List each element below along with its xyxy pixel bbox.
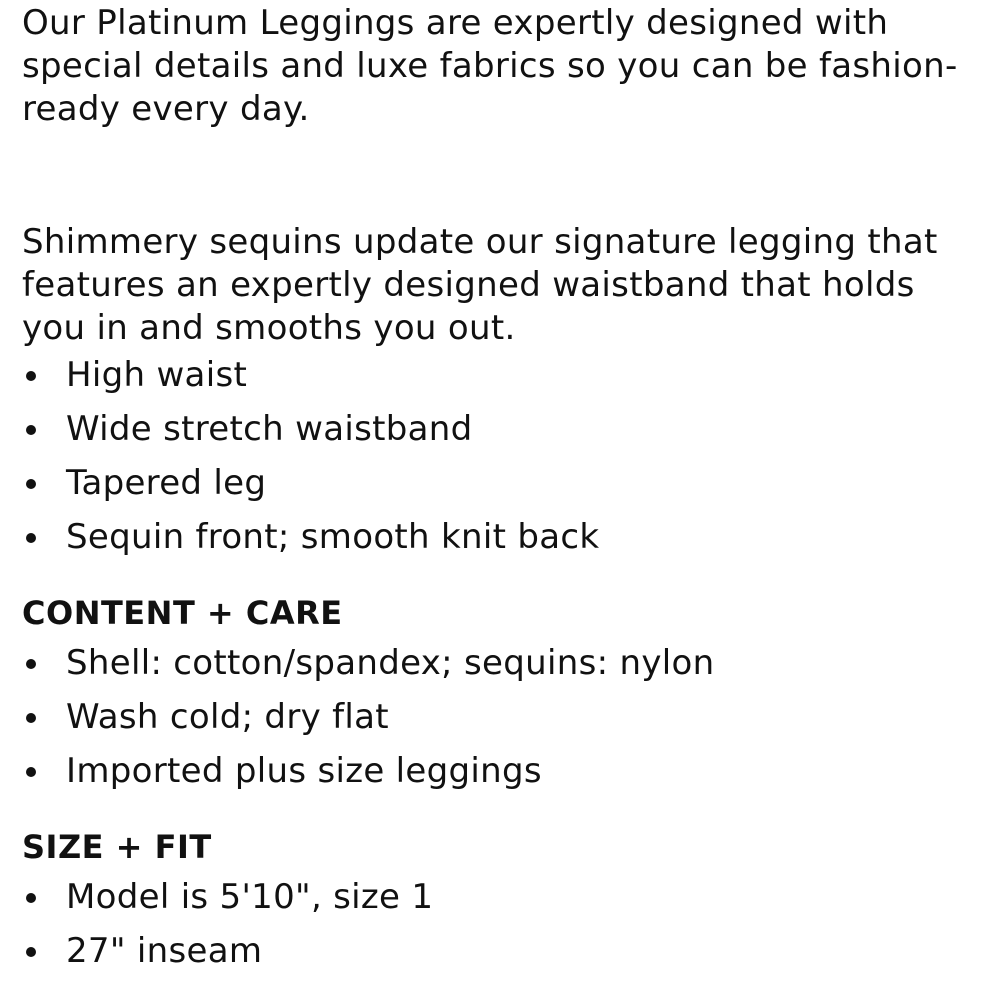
- list-item: [22, 636, 982, 690]
- list-item: [22, 456, 982, 510]
- list-item: [22, 348, 982, 402]
- list-item-text: Sequin front; smooth knit back: [66, 517, 600, 557]
- bullet-icon: [26, 947, 36, 957]
- description-paragraph-2: Shimmery sequins update our signature legging that features an expertly designed waistband that holds you in and smooths you out.: [22, 222, 938, 348]
- list-item: [22, 510, 982, 564]
- list-item: [22, 924, 982, 978]
- description-paragraph-1: Our Platinum Leggings are expertly designed with special details and luxe fabrics so you can be fashion-ready every day.: [22, 3, 958, 129]
- size-fit-list: [22, 870, 982, 978]
- features-list: [22, 348, 982, 564]
- size-fit-heading: SIZE + FIT: [22, 828, 212, 866]
- bullet-icon: [26, 659, 36, 669]
- list-item-text: Imported plus size leggings: [66, 751, 542, 791]
- list-item-text: Shell: cotton/spandex; sequins: nylon: [66, 643, 715, 683]
- list-item-text: Wash cold; dry flat: [66, 697, 389, 737]
- bullet-icon: [26, 425, 36, 435]
- product-description: [22, 0, 982, 978]
- content-care-heading: CONTENT + CARE: [22, 594, 343, 632]
- bullet-icon: [26, 713, 36, 723]
- list-item-text: 27" inseam: [66, 931, 263, 971]
- bullet-icon: [26, 533, 36, 543]
- list-item: [22, 402, 982, 456]
- content-care-list: [22, 636, 982, 798]
- list-item-text: Tapered leg: [66, 463, 267, 503]
- bullet-icon: [26, 893, 36, 903]
- bullet-icon: [26, 479, 36, 489]
- bullet-icon: [26, 767, 36, 777]
- list-item-text: High waist: [66, 355, 248, 395]
- list-item: [22, 690, 982, 744]
- list-item-text: Model is 5'10", size 1: [66, 877, 434, 917]
- list-item-text: Wide stretch waistband: [66, 409, 473, 449]
- list-item: [22, 870, 982, 924]
- bullet-icon: [26, 371, 36, 381]
- list-item: [22, 744, 982, 798]
